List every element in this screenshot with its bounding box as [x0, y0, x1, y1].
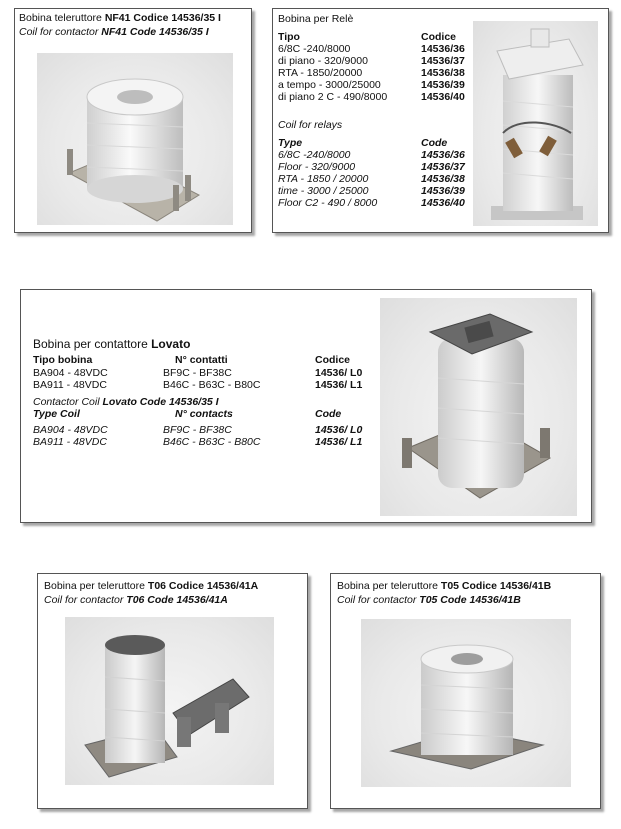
rele-en-row-code: 14536/36: [421, 149, 465, 161]
t06-card: [37, 573, 308, 809]
lovato-en-row-code: 14536/ L1: [315, 436, 363, 448]
rele-it-row-type: 6/8C -240/8000: [278, 43, 351, 55]
rele-it-row-type: RTA - 1850/20000: [278, 67, 363, 79]
lovato-it-row-contacts: BF9C - BF38C: [163, 367, 232, 379]
lovato-it-header-code: Codice: [315, 354, 351, 366]
lovato-it-header-type: Tipo bobina: [33, 354, 93, 366]
rele-en-row-code: 14536/39: [421, 185, 465, 197]
lovato-en-row-code: 14536/ L0: [315, 424, 363, 436]
rele-it-row-code: 14536/40: [421, 91, 465, 103]
rele-it-row-type: di piano 2 C - 490/8000: [278, 91, 388, 103]
lovato-title: Bobina per contattore Lovato: [33, 337, 191, 351]
rele-it-header-type: Tipo: [278, 31, 300, 43]
lovato-en-row-contacts: BF9C - BF38C: [163, 424, 232, 436]
lovato-en-header-contacts: N° contacts: [175, 408, 233, 420]
lovato-en-row-type: BA911 - 48VDC: [33, 436, 107, 448]
rele-en-row-code: 14536/37: [421, 161, 465, 173]
lovato-it-row-code: 14536/ L0: [315, 367, 363, 379]
lovato-en-header-code: Code: [315, 408, 342, 420]
rele-en-row-type: time - 3000 / 25000: [278, 185, 369, 197]
rele-en-header-type: Type: [278, 137, 303, 149]
relay-coil-photo: [473, 21, 598, 226]
lovato-it-row-code: 14536/ L1: [315, 379, 363, 391]
t05-card: [330, 573, 601, 809]
lovato-it-row-type: BA911 - 48VDC: [33, 379, 107, 391]
rele-en-title: Coil for relays: [278, 119, 343, 131]
t05-title-it: Bobina per teleruttore T05 Codice 14536/41B: [337, 580, 552, 592]
lovato-it-row-contacts: B46C - B63C - B80C: [163, 379, 261, 391]
t06-title-it: Bobina per teleruttore T06 Codice 14536/41A: [44, 580, 259, 592]
t05-coil-photo: [361, 619, 571, 787]
lovato-it-row-type: BA904 - 48VDC: [33, 367, 108, 379]
rele-en-row-code: 14536/40: [421, 197, 465, 209]
rele-en-row-type: Floor C2 - 490 / 8000: [278, 197, 378, 209]
lovato-card: [20, 289, 592, 523]
rele-it-row-type: a tempo - 3000/25000: [278, 79, 381, 91]
nf41-title-en: Coil for contactor NF41 Code 14536/35 I: [19, 26, 209, 38]
nf41-coil-photo: [37, 53, 233, 225]
lovato-en-title: Contactor Coil Lovato Code 14536/35 I: [33, 396, 219, 408]
rele-it-row-code: 14536/38: [421, 67, 465, 79]
rele-en-row-type: 6/8C -240/8000: [278, 149, 351, 161]
rele-en-row-type: Floor - 320/9000: [278, 161, 356, 173]
t06-title-en: Coil for contactor T06 Code 14536/41A: [44, 594, 228, 606]
t06-coil-photo: [65, 617, 274, 785]
rele-it-header-code: Codice: [421, 31, 457, 43]
rele-title: Bobina per Relè: [278, 13, 354, 25]
rele-en-row-code: 14536/38: [421, 173, 465, 185]
lovato-en-header-type: Type Coil: [33, 408, 80, 420]
rele-en-row-type: RTA - 1850 / 20000: [278, 173, 369, 185]
lovato-en-row-type: BA904 - 48VDC: [33, 424, 108, 436]
lovato-it-header-contacts: N° contatti: [175, 354, 228, 366]
lovato-en-row-contacts: B46C - B63C - B80C: [163, 436, 261, 448]
rele-it-row-code: 14536/39: [421, 79, 465, 91]
nf41-title-it: Bobina teleruttore NF41 Codice 14536/35 I: [19, 12, 221, 24]
rele-en-header-code: Code: [421, 137, 448, 149]
nf41-card: [14, 8, 252, 233]
t05-title-en: Coil for contactor T05 Code 14536/41B: [337, 594, 521, 606]
rele-it-row-type: di piano - 320/9000: [278, 55, 368, 67]
lovato-coil-photo: [380, 298, 577, 516]
rele-it-row-code: 14536/37: [421, 55, 465, 67]
rele-card: [272, 8, 609, 233]
rele-it-row-code: 14536/36: [421, 43, 465, 55]
